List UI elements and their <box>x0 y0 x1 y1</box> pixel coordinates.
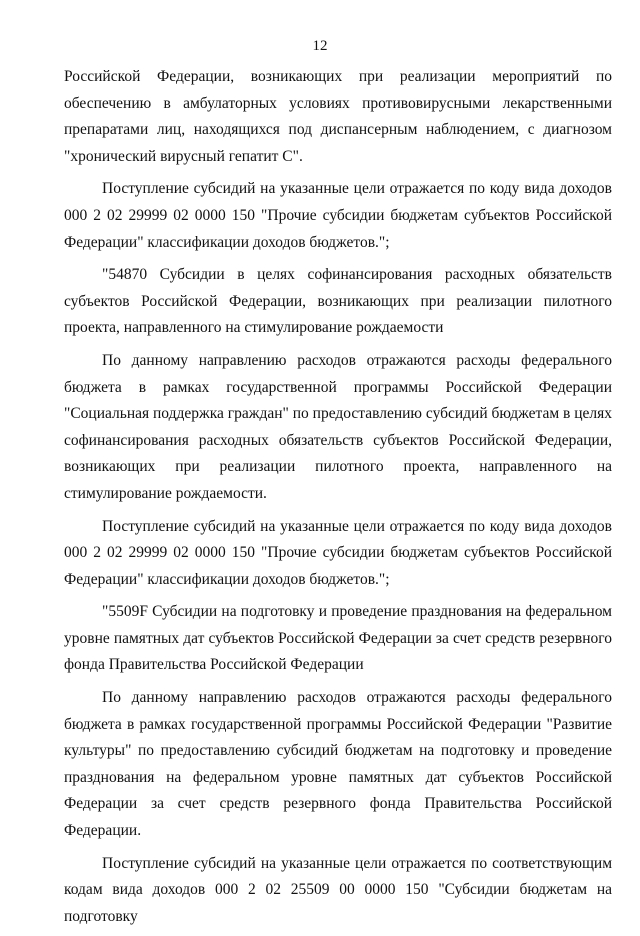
paragraph-income-code-hepatitis: Поступление субсидий на указанные цели отражается по коду вида доходов 000 2 02 29999 02 0000 150 "Прочие субсидии бюджетам субъектов Российской Федерации" классификации доходов бюджетов."; <box>64 180 612 251</box>
paragraph-continuation: Российской Федерации, возникающих при реализации мероприятий по обеспечению в амбулаторных условиях противовирусными лекарственными препаратами лиц, находящихся под диспансерным наблюдением, с диагнозом "хронический вирусный гепатит С". <box>64 68 612 165</box>
page-number: 12 <box>312 38 328 54</box>
paragraph-5509f-expenses: По данному направлению расходов отражаются расходы федерального бюджета в рамках государственной программы Российской Федерации "Развитие культуры" по предоставлению субсидий бюджетам на подготовку и проведение празднования на федеральном уровне памятных дат субъектов Российской Федерации за счет средств резервного фонда Правительства Российской Федерации. <box>64 689 612 840</box>
document-body <box>64 64 612 936</box>
paragraph-54870-heading: "54870 Субсидии в целях софинансирования расходных обязательств субъектов Российской Федерации, возникающих при реализации пилотного проекта, направленного на стимулирование рождаемости <box>64 266 612 337</box>
paragraph-54870-expenses: По данному направлению расходов отражаются расходы федерального бюджета в рамках государственной программы Российской Федерации "Социальная поддержка граждан" по предоставлению субсидий бюджетам в целях софинансирования расходных обязательств субъектов Российской Федерации, возникающих при реализации пилотного проекта, направленного на стимулирование рождаемости. <box>64 351 612 502</box>
paragraph-5509f-income-code: Поступление субсидий на указанные цели отражается по соответствующим кодам вида доходов 000 2 02 25509 00 0000 150 "Субсидии бюджетам на подготовку <box>64 854 612 925</box>
paragraph-5509f-heading: "5509F Субсидии на подготовку и проведение празднования на федеральном уровне памятных дат субъектов Российской Федерации за счет средств резервного фонда Правительства Российской Федерации <box>64 603 612 674</box>
paragraph-54870-income-code: Поступление субсидий на указанные цели отражается по коду вида доходов 000 2 02 29999 02 0000 150 "Прочие субсидии бюджетам субъектов Российской Федерации" классификации доходов бюджетов."; <box>64 517 612 588</box>
